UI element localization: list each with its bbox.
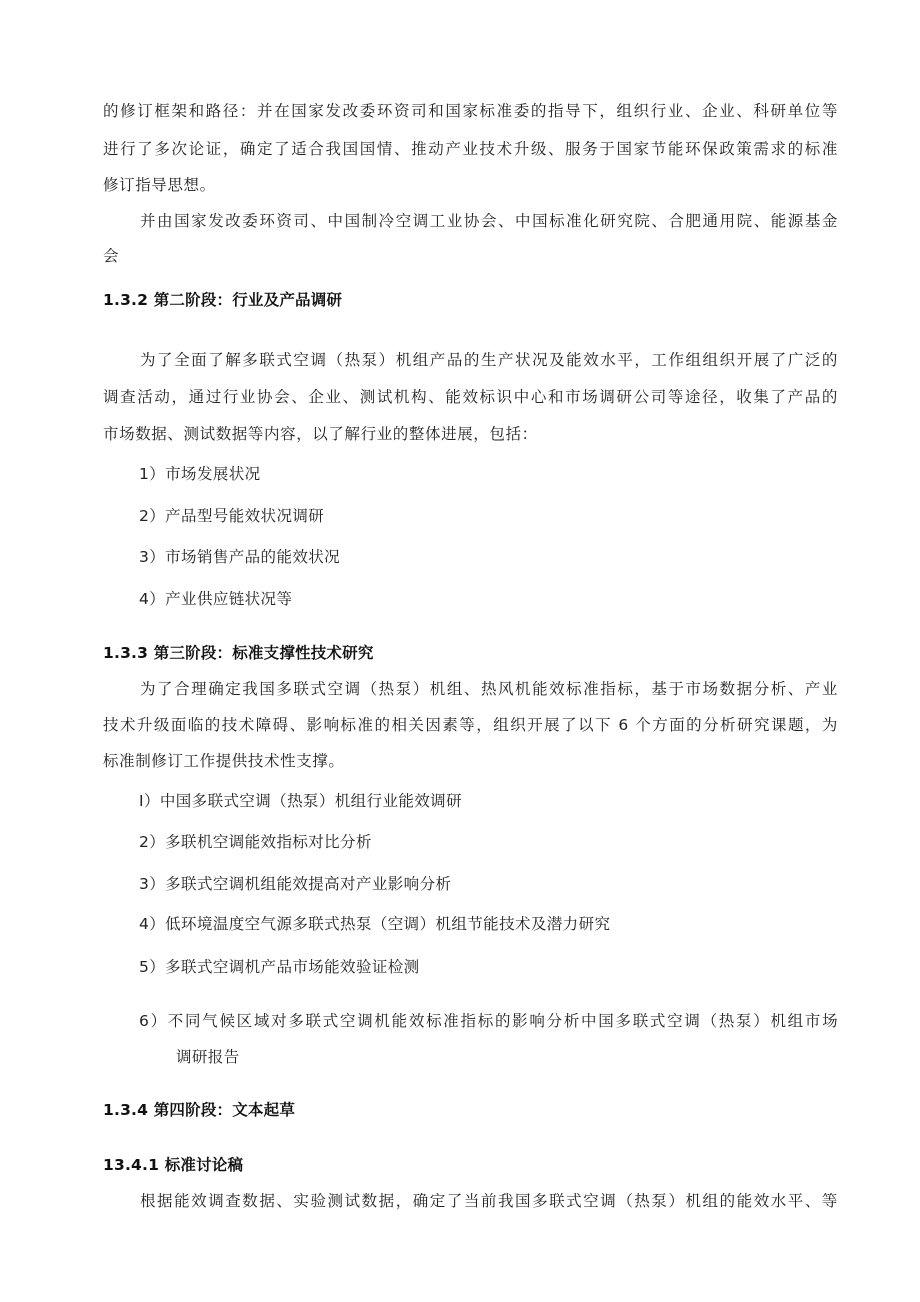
paragraph-line: 标准制修订工作提供技术性支撑。: [103, 752, 345, 770]
paragraph-line: 的修订框架和路径：并在国家发改委环资司和国家标准委的指导下，组织行业、企业、科研单位等: [103, 102, 838, 120]
paragraph-line: 技术升级面临的技术障碍、影响标准的相关因素等，组织开展了以下 6 个方面的分析研究课题，为: [103, 716, 838, 734]
paragraph-line: 根据能效调查数据、实验测试数据，确定了当前我国多联式空调（热泵）机组的能效水平、等: [140, 1192, 838, 1210]
paragraph-line: 会: [103, 247, 120, 265]
list-item: I）中国多联式空调（热泵）机组行业能效调研: [139, 792, 462, 810]
section-heading-1-3-2: 1.3.2 第二阶段：行业及产品调研: [103, 291, 343, 309]
section-heading-1-3-3: 1.3.3 第三阶段：标准支撑性技术研究: [103, 644, 374, 662]
list-item: 2）产品型号能效状况调研: [139, 507, 325, 525]
list-item: 4）低环境温度空气源多联式热泵（空调）机组节能技术及潜力研究: [139, 915, 611, 933]
paragraph-line: 调查活动，通过行业协会、企业、测试机构、能效标识中心和市场调研公司等途径，收集了产品的: [103, 388, 838, 406]
list-item-continuation: 调研报告: [176, 1048, 240, 1066]
paragraph-line: 为了全面了解多联式空调（热泵）机组产品的生产状况及能效水平，工作组组织开展了广泛的: [140, 351, 838, 369]
list-item: 6）不同气候区域对多联式空调机能效标准指标的影响分析中国多联式空调（热泵）机组市场: [139, 1012, 838, 1030]
paragraph-line: 为了合理确定我国多联式空调（热泵）机组、热风机能效标准指标，基于市场数据分析、产业: [140, 680, 838, 698]
paragraph-line: 修订指导思想。: [103, 176, 216, 194]
list-item: 3）市场销售产品的能效状况: [139, 548, 341, 566]
list-item: 2）多联机空调能效指标对比分析: [139, 833, 372, 851]
list-item: 1）市场发展状况: [139, 465, 261, 483]
section-heading-1-3-4: 1.3.4 第四阶段：文本起草: [103, 1101, 296, 1119]
list-item: 4）产业供应链状况等: [139, 590, 293, 608]
paragraph-line: 市场数据、测试数据等内容，以了解行业的整体进展，包括：: [103, 425, 538, 443]
paragraph-line: 并由国家发改委环资司、中国制冷空调工业协会、中国标准化研究院、合肥通用院、能源基金: [140, 212, 838, 230]
paragraph-line: 进行了多次论证，确定了适合我国国情、推动产业技术升级、服务于国家节能环保政策需求的标准: [103, 140, 838, 158]
list-item: 5）多联式空调机产品市场能效验证检测: [139, 958, 420, 976]
subsection-heading-13-4-1: 13.4.1 标准讨论稿: [103, 1156, 244, 1174]
list-item: 3）多联式空调机组能效提高对产业影响分析: [139, 875, 452, 893]
